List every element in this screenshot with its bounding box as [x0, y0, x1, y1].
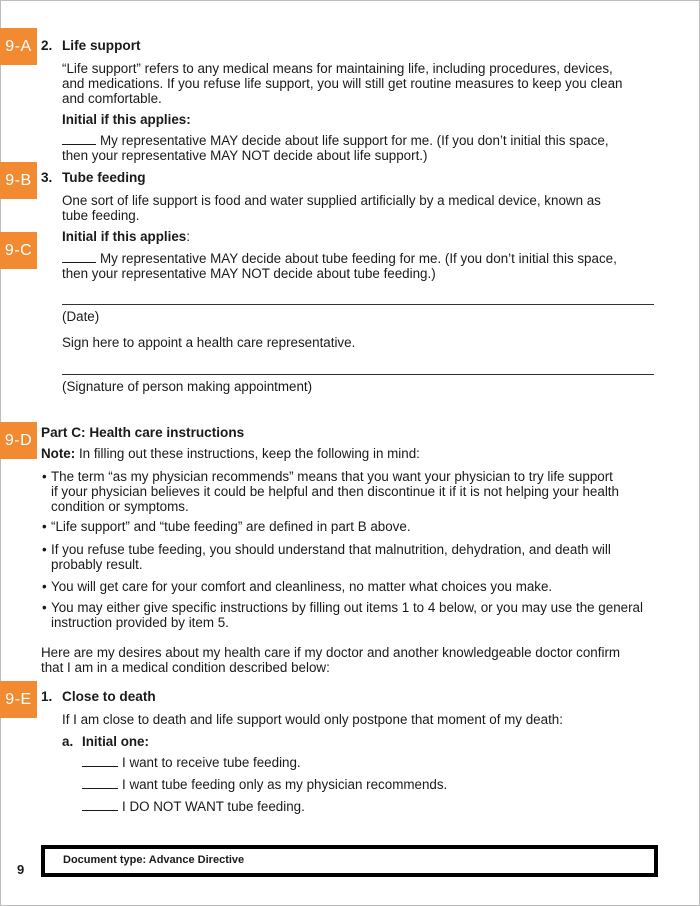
- section-tag-9a: 9-A: [0, 28, 37, 65]
- initial-blank-line[interactable]: [62, 251, 96, 263]
- initial-blank-line[interactable]: [82, 777, 118, 789]
- option-line: My representative MAY decide about life support for me. (If you don’t initial this space,: [100, 133, 609, 148]
- paragraph-line: that I am in a medical condition described below:: [41, 660, 330, 675]
- tube-feeding-option: [62, 251, 662, 281]
- initial-blank-line[interactable]: [82, 799, 118, 811]
- option-line: My representative MAY decide about tube feeding for me. (If you don’t initial this space,: [100, 251, 617, 266]
- initial-blank-line[interactable]: [62, 133, 96, 145]
- paragraph-line: and comfortable.: [62, 91, 162, 106]
- initial-blank-line[interactable]: [82, 755, 118, 767]
- bullet-item: • The term “as my physician recommends” means that you want your physician to try life support if your physician believes it could be helpful and then discontinue it if it is not helping your health condition or symptoms.: [42, 469, 619, 514]
- option-line: then your representative MAY NOT decide about tube feeding.): [62, 266, 436, 281]
- life-support-heading: Life support: [62, 38, 141, 53]
- section-tag-9e: 9-E: [0, 681, 37, 718]
- section-tag-9b: 9-B: [0, 162, 37, 199]
- page-number: 9: [17, 862, 25, 877]
- tube-feeding-heading: Tube feeding: [62, 170, 146, 185]
- bullet-item: • You will get care for your comfort and cleanliness, no matter what choices you make.: [42, 579, 553, 594]
- bullet-item: • If you refuse tube feeding, you should understand that malnutrition, dehydration, and death will probably result.: [42, 542, 611, 572]
- tube-option-3: I DO NOT WANT tube feeding.: [82, 799, 305, 814]
- tube-option-1: I want to receive tube feeding.: [82, 755, 301, 770]
- signature-label: (Signature of person making appointment): [62, 379, 313, 394]
- date-line[interactable]: [62, 304, 654, 305]
- option-line: then your representative MAY NOT decide about life support.): [62, 148, 428, 163]
- paragraph-line: tube feeding.: [62, 208, 140, 223]
- paragraph-line: Here are my desires about my health care if my doctor and another knowledgeable doctor confirm: [41, 645, 621, 660]
- part-c-heading: Part C: Health care instructions: [41, 425, 245, 440]
- life-support-initial-label: Initial if this applies:: [62, 112, 191, 127]
- paragraph-line: “Life support” refers to any medical means for maintaining life, including procedures, devices,: [62, 61, 613, 76]
- paragraph-line: and medications. If you refuse life support, you will still get routine measures to keep you clean: [62, 76, 623, 91]
- tube-feeding-number: 3.: [41, 170, 53, 185]
- part-c-note: [41, 446, 420, 461]
- initial-one-label: Initial one:: [82, 734, 149, 749]
- desires-paragraph: [41, 645, 661, 675]
- bullet-item: • “Life support” and “tube feeding” are defined in part B above.: [42, 519, 411, 534]
- sign-instruction: Sign here to appoint a health care representative.: [62, 335, 356, 350]
- document-type-label: Document type: Advance Directive: [63, 854, 245, 866]
- note-text: In filling out these instructions, keep the following in mind:: [78, 446, 420, 461]
- signature-line[interactable]: [62, 374, 654, 375]
- note-label: Note:: [41, 446, 76, 461]
- document-type-box: [41, 845, 658, 877]
- tube-feeding-paragraph: [62, 193, 662, 223]
- close-to-death-number: 1.: [41, 689, 53, 704]
- tube-option-2: I want tube feeding only as my physician recommends.: [82, 777, 447, 792]
- close-to-death-text: If I am close to death and life support would only postpone that moment of my death:: [62, 712, 563, 727]
- section-tag-9d: 9-D: [0, 422, 37, 459]
- life-support-number: 2.: [41, 38, 53, 53]
- bullet-item: • You may either give specific instructions by filling out items 1 to 4 below, or you may use the general instruction provided by item 5.: [42, 600, 643, 630]
- close-to-death-heading: Close to death: [62, 689, 156, 704]
- paragraph-line: One sort of life support is food and water supplied artificially by a medical device, known as: [62, 193, 601, 208]
- section-tag-9c: 9-C: [0, 232, 37, 269]
- date-label: (Date): [62, 309, 100, 324]
- initial-one-letter: a.: [62, 734, 74, 749]
- tube-feeding-initial-label: Initial if this applies:: [62, 229, 190, 244]
- life-support-option: [62, 133, 662, 163]
- life-support-paragraph: [62, 61, 662, 106]
